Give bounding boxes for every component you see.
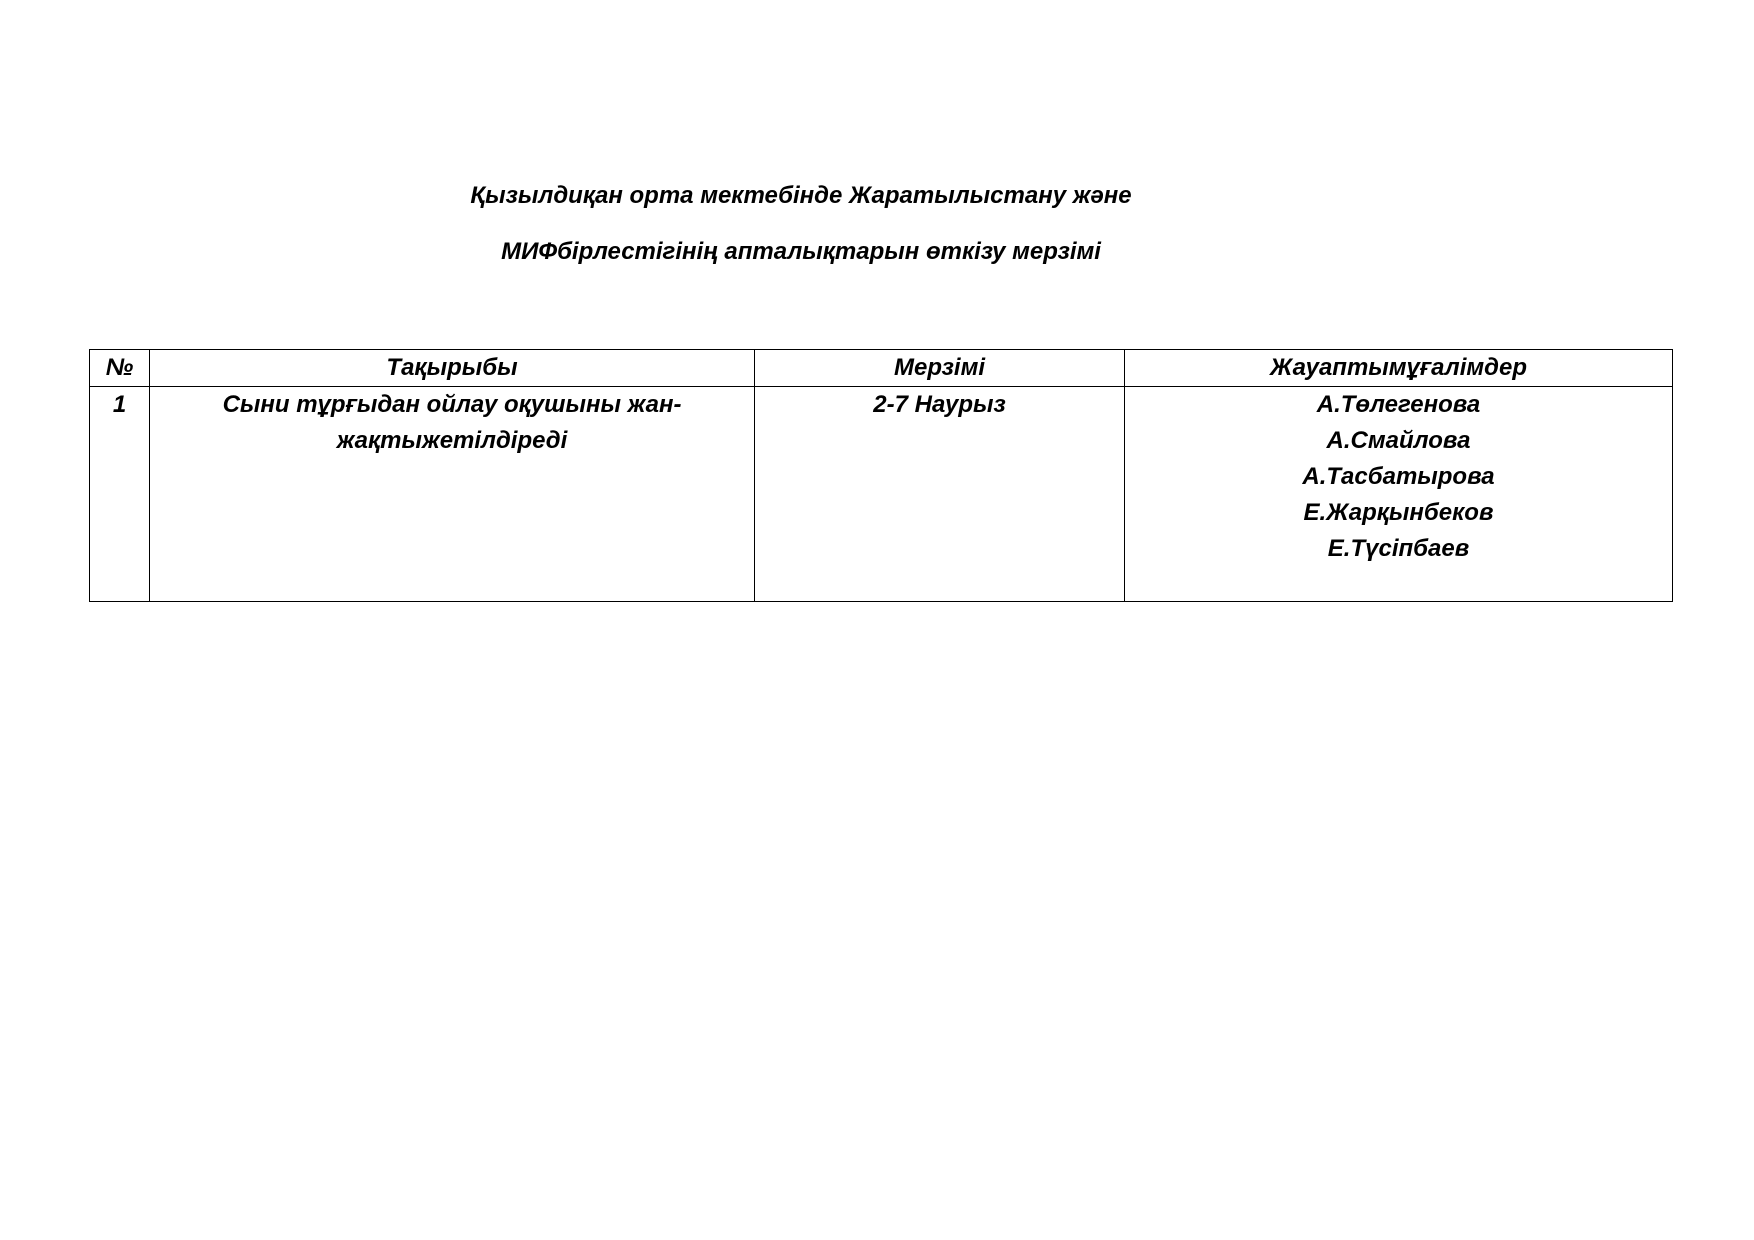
row-date: 2-7 Наурыз <box>755 387 1125 602</box>
responsible-teacher: Е.Жарқынбеков <box>1303 499 1494 526</box>
header-topic: Тақырыбы <box>150 350 755 387</box>
row-topic-cell <box>150 387 755 602</box>
table-header <box>90 350 1673 387</box>
responsible-teacher: А.Төлегенова <box>1316 391 1481 418</box>
row-number: 1 <box>90 387 150 602</box>
document-title-line-1: Қызылдиқан орта мектебінде Жаратылыстану және <box>470 182 1132 209</box>
table-body <box>90 387 1673 602</box>
document-title-line-2: МИФбірлестігінің апталықтарын өткізу мерзімі <box>501 238 1101 265</box>
row-responsible-cell <box>1125 387 1673 602</box>
header-date: Мерзімі <box>755 350 1125 387</box>
responsible-teacher: А.Тасбатырова <box>1302 463 1495 490</box>
table-row <box>90 387 1673 602</box>
responsible-teacher: А.Смайлова <box>1326 427 1471 454</box>
header-responsible: Жауаптымұғалімдер <box>1125 350 1673 387</box>
header-row <box>90 350 1673 387</box>
header-number: № <box>90 350 150 387</box>
responsible-teacher: Е.Түсіпбаев <box>1327 535 1470 562</box>
responsible-list <box>1125 387 1672 567</box>
schedule-table <box>89 349 1673 602</box>
row-topic: Сыни тұрғыдан ойлау оқушыны жан-жақтыжетілдіреді <box>222 391 682 454</box>
